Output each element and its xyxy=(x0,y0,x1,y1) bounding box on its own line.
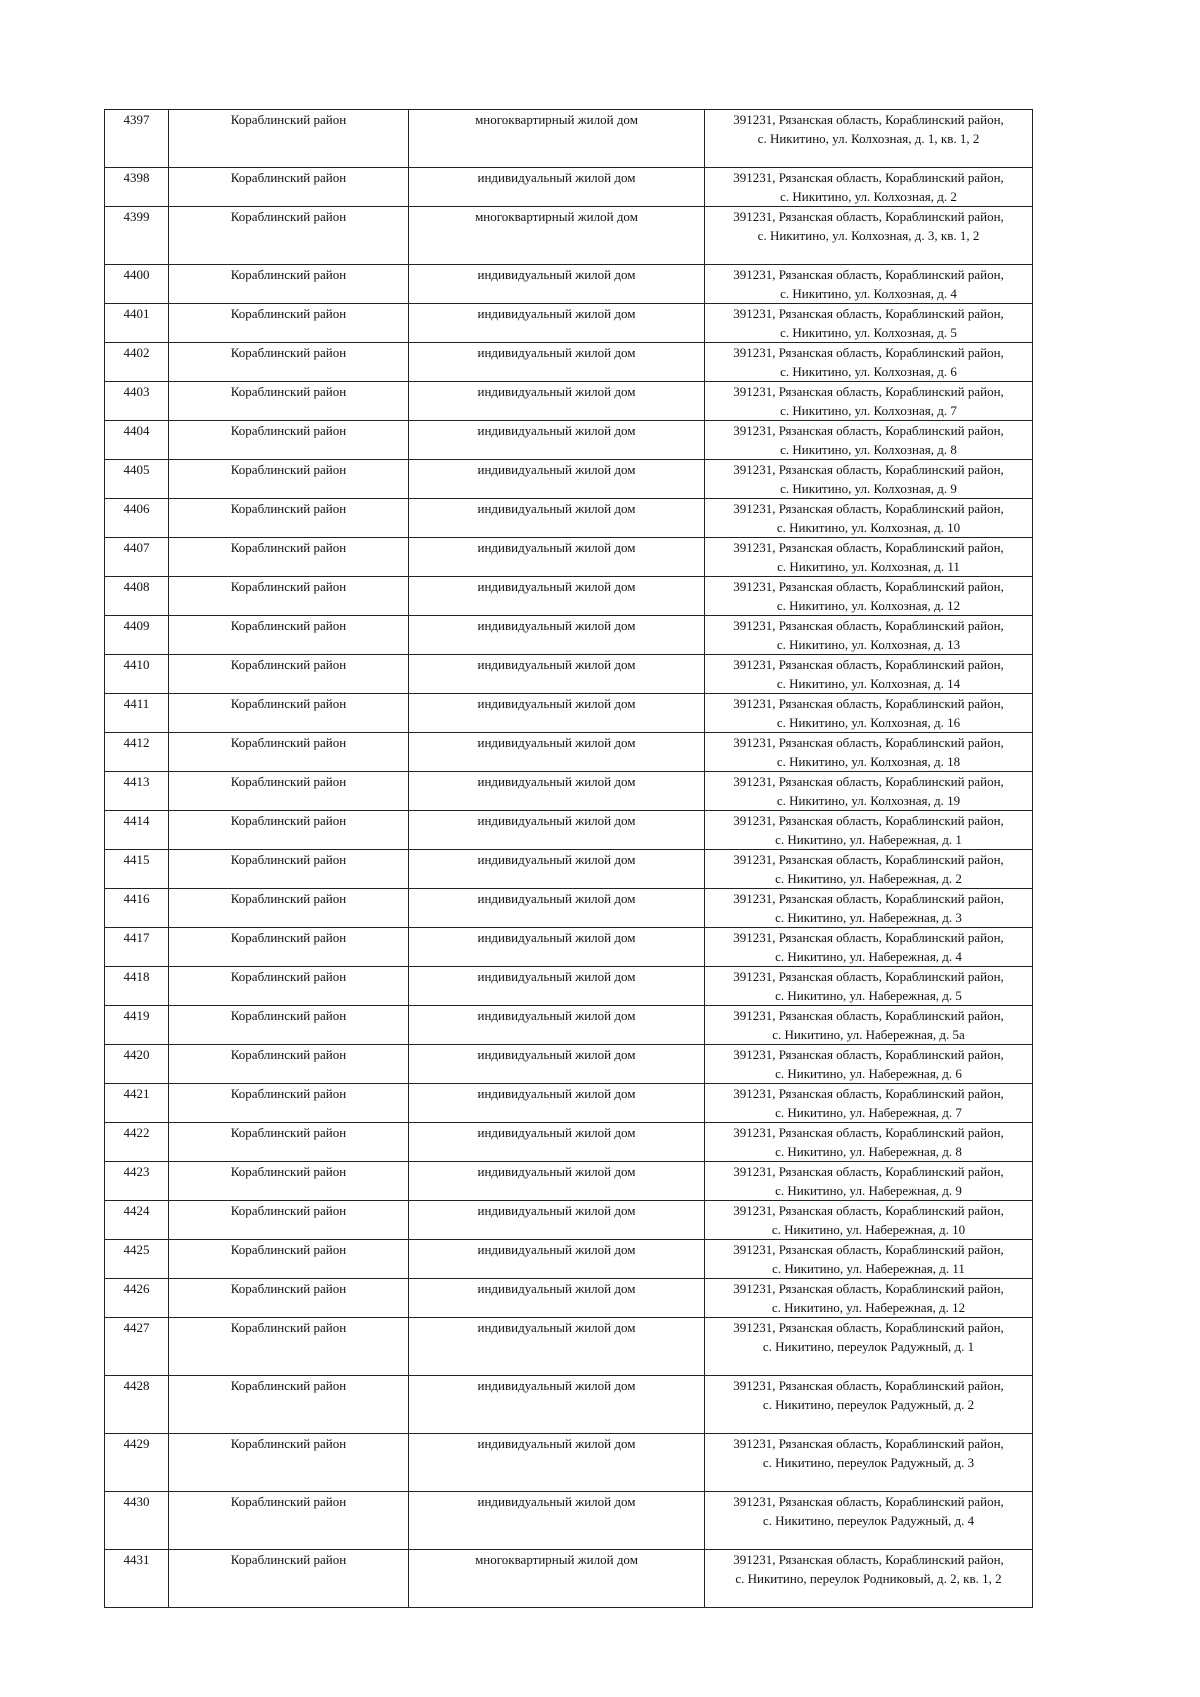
row-address-line: 391231, Рязанская область, Кораблинский район, xyxy=(733,1494,1004,1509)
row-region: Кораблинский район xyxy=(169,1123,409,1162)
row-number: 4426 xyxy=(105,1279,169,1318)
row-address-line: 391231, Рязанская область, Кораблинский район, xyxy=(733,1378,1004,1393)
row-building-type: индивидуальный жилой дом xyxy=(409,1045,705,1084)
row-address-line: 391231, Рязанская область, Кораблинский район, xyxy=(733,267,1004,282)
table-row xyxy=(105,499,1033,538)
row-address-line: 391231, Рязанская область, Кораблинский район, xyxy=(733,774,1004,789)
table-row xyxy=(105,168,1033,207)
row-building-type: индивидуальный жилой дом xyxy=(409,1084,705,1123)
row-building-type: многоквартирный жилой дом xyxy=(409,207,705,265)
row-number: 4401 xyxy=(105,304,169,343)
row-address xyxy=(705,265,1033,304)
row-building-type: индивидуальный жилой дом xyxy=(409,811,705,850)
row-address-line: 391231, Рязанская область, Кораблинский район, xyxy=(733,345,1004,360)
row-address xyxy=(705,850,1033,889)
row-address-line: 391231, Рязанская область, Кораблинский район, xyxy=(733,696,1004,711)
row-address xyxy=(705,1162,1033,1201)
row-address xyxy=(705,1318,1033,1376)
row-address-line: 391231, Рязанская область, Кораблинский район, xyxy=(733,1086,1004,1101)
table-row xyxy=(105,850,1033,889)
row-number: 4404 xyxy=(105,421,169,460)
row-building-type: индивидуальный жилой дом xyxy=(409,382,705,421)
row-building-type: индивидуальный жилой дом xyxy=(409,1492,705,1550)
row-address xyxy=(705,499,1033,538)
row-number: 4405 xyxy=(105,460,169,499)
row-address xyxy=(705,1550,1033,1608)
row-address xyxy=(705,460,1033,499)
row-number: 4421 xyxy=(105,1084,169,1123)
row-address xyxy=(705,382,1033,421)
row-region: Кораблинский район xyxy=(169,1550,409,1608)
table-row xyxy=(105,1376,1033,1434)
row-region: Кораблинский район xyxy=(169,304,409,343)
row-address-line: 391231, Рязанская область, Кораблинский район, xyxy=(733,891,1004,906)
row-building-type: индивидуальный жилой дом xyxy=(409,772,705,811)
row-address xyxy=(705,304,1033,343)
row-region: Кораблинский район xyxy=(169,577,409,616)
table-row xyxy=(105,538,1033,577)
row-number: 4407 xyxy=(105,538,169,577)
row-building-type: индивидуальный жилой дом xyxy=(409,343,705,382)
row-address xyxy=(705,207,1033,265)
row-region: Кораблинский район xyxy=(169,1434,409,1492)
row-address xyxy=(705,110,1033,168)
row-building-type: индивидуальный жилой дом xyxy=(409,655,705,694)
row-address-line: 391231, Рязанская область, Кораблинский район, xyxy=(733,1164,1004,1179)
row-region: Кораблинский район xyxy=(169,616,409,655)
row-building-type: индивидуальный жилой дом xyxy=(409,1123,705,1162)
row-number: 4410 xyxy=(105,655,169,694)
row-building-type: индивидуальный жилой дом xyxy=(409,460,705,499)
row-address xyxy=(705,1084,1033,1123)
table-row xyxy=(105,304,1033,343)
row-number: 4414 xyxy=(105,811,169,850)
table-row xyxy=(105,343,1033,382)
row-number: 4424 xyxy=(105,1201,169,1240)
row-address-line: 391231, Рязанская область, Кораблинский район, xyxy=(733,209,1004,224)
row-address xyxy=(705,772,1033,811)
row-address-line: 391231, Рязанская область, Кораблинский район, xyxy=(733,306,1004,321)
row-address xyxy=(705,577,1033,616)
row-address-line: 391231, Рязанская область, Кораблинский район, xyxy=(733,1047,1004,1062)
row-region: Кораблинский район xyxy=(169,1376,409,1434)
table-row xyxy=(105,694,1033,733)
row-address-line: с. Никитино, ул. Набережная, д. 5 xyxy=(775,988,962,1003)
row-address-line: 391231, Рязанская область, Кораблинский район, xyxy=(733,423,1004,438)
row-address-line: с. Никитино, ул. Колхозная, д. 5 xyxy=(780,325,957,340)
row-address-line: с. Никитино, ул. Набережная, д. 12 xyxy=(771,1300,966,1315)
table-row xyxy=(105,265,1033,304)
row-building-type: индивидуальный жилой дом xyxy=(409,616,705,655)
row-building-type: индивидуальный жилой дом xyxy=(409,168,705,207)
row-region: Кораблинский район xyxy=(169,460,409,499)
row-building-type: индивидуальный жилой дом xyxy=(409,1376,705,1434)
row-address xyxy=(705,1240,1033,1279)
row-region: Кораблинский район xyxy=(169,168,409,207)
row-address-line: 391231, Рязанская область, Кораблинский район, xyxy=(733,735,1004,750)
row-number: 4416 xyxy=(105,889,169,928)
table-row xyxy=(105,616,1033,655)
row-region: Кораблинский район xyxy=(169,1240,409,1279)
row-building-type: индивидуальный жилой дом xyxy=(409,694,705,733)
table-row xyxy=(105,967,1033,1006)
row-region: Кораблинский район xyxy=(169,1045,409,1084)
row-address-line: с. Никитино, переулок Радужный, д. 2 xyxy=(762,1397,975,1412)
row-building-type: индивидуальный жилой дом xyxy=(409,1434,705,1492)
row-number: 4408 xyxy=(105,577,169,616)
row-region: Кораблинский район xyxy=(169,1006,409,1045)
row-address xyxy=(705,1123,1033,1162)
row-building-type: индивидуальный жилой дом xyxy=(409,1162,705,1201)
row-address xyxy=(705,967,1033,1006)
row-address-line: 391231, Рязанская область, Кораблинский район, xyxy=(733,930,1004,945)
row-building-type: индивидуальный жилой дом xyxy=(409,733,705,772)
table-row xyxy=(105,1201,1033,1240)
row-address xyxy=(705,616,1033,655)
row-address-line: с. Никитино, ул. Колхозная, д. 11 xyxy=(777,559,960,574)
row-address xyxy=(705,1492,1033,1550)
row-building-type: индивидуальный жилой дом xyxy=(409,265,705,304)
row-building-type: индивидуальный жилой дом xyxy=(409,1201,705,1240)
row-address-line: с. Никитино, ул. Колхозная, д. 2 xyxy=(780,189,957,204)
row-address-line: с. Никитино, ул. Колхозная, д. 1, кв. 1, 2 xyxy=(757,131,980,146)
row-number: 4398 xyxy=(105,168,169,207)
row-address-line: с. Никитино, переулок Радужный, д. 4 xyxy=(762,1513,975,1528)
row-address xyxy=(705,343,1033,382)
row-address-line: с. Никитино, ул. Колхозная, д. 10 xyxy=(776,520,961,535)
row-building-type: индивидуальный жилой дом xyxy=(409,1006,705,1045)
row-address xyxy=(705,1279,1033,1318)
row-region: Кораблинский район xyxy=(169,772,409,811)
row-address-line: с. Никитино, ул. Колхозная, д. 6 xyxy=(780,364,957,379)
row-address xyxy=(705,1434,1033,1492)
row-number: 4417 xyxy=(105,928,169,967)
row-address-line: 391231, Рязанская область, Кораблинский район, xyxy=(733,170,1004,185)
row-region: Кораблинский район xyxy=(169,1318,409,1376)
row-region: Кораблинский район xyxy=(169,733,409,772)
row-region: Кораблинский район xyxy=(169,207,409,265)
table-row xyxy=(105,1550,1033,1608)
row-number: 4413 xyxy=(105,772,169,811)
row-building-type: индивидуальный жилой дом xyxy=(409,421,705,460)
row-address-line: 391231, Рязанская область, Кораблинский район, xyxy=(733,969,1004,984)
table-row xyxy=(105,382,1033,421)
row-building-type: индивидуальный жилой дом xyxy=(409,1318,705,1376)
row-region: Кораблинский район xyxy=(169,421,409,460)
table-row xyxy=(105,1240,1033,1279)
row-address-line: с. Никитино, ул. Набережная, д. 7 xyxy=(775,1105,962,1120)
table-row xyxy=(105,460,1033,499)
row-address-line: с. Никитино, ул. Набережная, д. 5а xyxy=(772,1027,965,1042)
row-address xyxy=(705,811,1033,850)
row-address-line: с. Никитино, ул. Набережная, д. 3 xyxy=(775,910,962,925)
row-address xyxy=(705,733,1033,772)
row-number: 4431 xyxy=(105,1550,169,1608)
row-address-line: с. Никитино, ул. Колхозная, д. 7 xyxy=(780,403,957,418)
row-address-line: 391231, Рязанская область, Кораблинский район, xyxy=(733,813,1004,828)
row-region: Кораблинский район xyxy=(169,538,409,577)
row-number: 4400 xyxy=(105,265,169,304)
row-address-line: с. Никитино, ул. Колхозная, д. 8 xyxy=(780,442,957,457)
table-row xyxy=(105,1434,1033,1492)
row-address-line: 391231, Рязанская область, Кораблинский район, xyxy=(733,1436,1004,1451)
row-region: Кораблинский район xyxy=(169,1162,409,1201)
row-address-line: 391231, Рязанская область, Кораблинский район, xyxy=(733,1242,1004,1257)
row-building-type: индивидуальный жилой дом xyxy=(409,850,705,889)
row-address-line: с. Никитино, ул. Набережная, д. 9 xyxy=(775,1183,962,1198)
row-address-line: с. Никитино, ул. Набережная, д. 6 xyxy=(775,1066,962,1081)
table-row xyxy=(105,577,1033,616)
row-number: 4403 xyxy=(105,382,169,421)
row-number: 4429 xyxy=(105,1434,169,1492)
row-address xyxy=(705,1045,1033,1084)
row-region: Кораблинский район xyxy=(169,850,409,889)
row-region: Кораблинский район xyxy=(169,1279,409,1318)
row-region: Кораблинский район xyxy=(169,343,409,382)
row-number: 4422 xyxy=(105,1123,169,1162)
table-row xyxy=(105,1492,1033,1550)
row-building-type: индивидуальный жилой дом xyxy=(409,304,705,343)
row-region: Кораблинский район xyxy=(169,382,409,421)
row-address-line: 391231, Рязанская область, Кораблинский район, xyxy=(733,1008,1004,1023)
records-table-body xyxy=(105,110,1033,1608)
table-row xyxy=(105,928,1033,967)
row-address-line: с. Никитино, ул. Набережная, д. 4 xyxy=(775,949,962,964)
row-address xyxy=(705,421,1033,460)
row-address-line: 391231, Рязанская область, Кораблинский район, xyxy=(733,540,1004,555)
table-row xyxy=(105,1279,1033,1318)
row-number: 4411 xyxy=(105,694,169,733)
row-building-type: индивидуальный жилой дом xyxy=(409,499,705,538)
row-building-type: индивидуальный жилой дом xyxy=(409,889,705,928)
table-row xyxy=(105,110,1033,168)
row-number: 4419 xyxy=(105,1006,169,1045)
row-number: 4399 xyxy=(105,207,169,265)
row-address-line: с. Никитино, ул. Колхозная, д. 4 xyxy=(780,286,957,301)
records-table xyxy=(104,109,1033,1608)
table-row xyxy=(105,655,1033,694)
row-address-line: с. Никитино, ул. Набережная, д. 10 xyxy=(771,1222,966,1237)
row-number: 4409 xyxy=(105,616,169,655)
table-row xyxy=(105,733,1033,772)
table-row xyxy=(105,421,1033,460)
row-number: 4397 xyxy=(105,110,169,168)
row-region: Кораблинский район xyxy=(169,1084,409,1123)
row-region: Кораблинский район xyxy=(169,694,409,733)
row-address-line: с. Никитино, переулок Радужный, д. 3 xyxy=(762,1455,975,1470)
row-address-line: 391231, Рязанская область, Кораблинский район, xyxy=(733,384,1004,399)
row-number: 4427 xyxy=(105,1318,169,1376)
row-building-type: индивидуальный жилой дом xyxy=(409,967,705,1006)
row-number: 4420 xyxy=(105,1045,169,1084)
row-number: 4402 xyxy=(105,343,169,382)
row-address-line: с. Никитино, ул. Колхозная, д. 9 xyxy=(780,481,957,496)
row-address-line: с. Никитино, ул. Набережная, д. 1 xyxy=(775,832,962,847)
table-row xyxy=(105,1006,1033,1045)
row-number: 4428 xyxy=(105,1376,169,1434)
table-row xyxy=(105,811,1033,850)
row-address-line: 391231, Рязанская область, Кораблинский район, xyxy=(733,112,1004,127)
row-region: Кораблинский район xyxy=(169,1201,409,1240)
row-address-line: 391231, Рязанская область, Кораблинский район, xyxy=(733,1281,1004,1296)
row-region: Кораблинский район xyxy=(169,889,409,928)
row-address xyxy=(705,1201,1033,1240)
row-address-line: с. Никитино, ул. Колхозная, д. 16 xyxy=(776,715,961,730)
table-row xyxy=(105,1045,1033,1084)
row-address-line: 391231, Рязанская область, Кораблинский район, xyxy=(733,852,1004,867)
row-building-type: индивидуальный жилой дом xyxy=(409,1240,705,1279)
row-number: 4415 xyxy=(105,850,169,889)
row-address xyxy=(705,694,1033,733)
row-number: 4406 xyxy=(105,499,169,538)
row-region: Кораблинский район xyxy=(169,110,409,168)
row-address-line: с. Никитино, переулок Радужный, д. 1 xyxy=(762,1339,975,1354)
row-address xyxy=(705,889,1033,928)
table-row xyxy=(105,1162,1033,1201)
row-region: Кораблинский район xyxy=(169,265,409,304)
row-number: 4423 xyxy=(105,1162,169,1201)
row-building-type: многоквартирный жилой дом xyxy=(409,1550,705,1608)
row-region: Кораблинский район xyxy=(169,928,409,967)
row-address-line: с. Никитино, ул. Набережная, д. 2 xyxy=(775,871,962,886)
row-region: Кораблинский район xyxy=(169,499,409,538)
row-address xyxy=(705,1006,1033,1045)
row-address xyxy=(705,1376,1033,1434)
row-address-line: 391231, Рязанская область, Кораблинский район, xyxy=(733,1320,1004,1335)
row-address-line: с. Никитино, ул. Колхозная, д. 18 xyxy=(776,754,961,769)
row-address-line: 391231, Рязанская область, Кораблинский район, xyxy=(733,462,1004,477)
row-number: 4412 xyxy=(105,733,169,772)
row-building-type: индивидуальный жилой дом xyxy=(409,928,705,967)
table-row xyxy=(105,1318,1033,1376)
row-address-line: 391231, Рязанская область, Кораблинский район, xyxy=(733,579,1004,594)
row-address-line: с. Никитино, переулок Родниковый, д. 2, кв. 1, 2 xyxy=(735,1571,1002,1586)
row-address xyxy=(705,168,1033,207)
row-address-line: с. Никитино, ул. Набережная, д. 8 xyxy=(775,1144,962,1159)
row-address xyxy=(705,655,1033,694)
row-address-line: 391231, Рязанская область, Кораблинский район, xyxy=(733,618,1004,633)
row-address-line: 391231, Рязанская область, Кораблинский район, xyxy=(733,1125,1004,1140)
row-address-line: с. Никитино, ул. Колхозная, д. 13 xyxy=(776,637,961,652)
row-region: Кораблинский район xyxy=(169,1492,409,1550)
row-address-line: 391231, Рязанская область, Кораблинский район, xyxy=(733,1552,1004,1567)
row-address xyxy=(705,538,1033,577)
row-address-line: 391231, Рязанская область, Кораблинский район, xyxy=(733,501,1004,516)
row-number: 4418 xyxy=(105,967,169,1006)
row-region: Кораблинский район xyxy=(169,967,409,1006)
row-region: Кораблинский район xyxy=(169,811,409,850)
row-region: Кораблинский район xyxy=(169,655,409,694)
row-address-line: 391231, Рязанская область, Кораблинский район, xyxy=(733,1203,1004,1218)
row-address xyxy=(705,928,1033,967)
table-row xyxy=(105,889,1033,928)
table-row xyxy=(105,1123,1033,1162)
table-row xyxy=(105,772,1033,811)
row-building-type: индивидуальный жилой дом xyxy=(409,1279,705,1318)
row-building-type: индивидуальный жилой дом xyxy=(409,538,705,577)
row-address-line: с. Никитино, ул. Колхозная, д. 12 xyxy=(776,598,961,613)
row-building-type: многоквартирный жилой дом xyxy=(409,110,705,168)
row-address-line: 391231, Рязанская область, Кораблинский район, xyxy=(733,657,1004,672)
table-row xyxy=(105,207,1033,265)
row-address-line: с. Никитино, ул. Колхозная, д. 14 xyxy=(776,676,961,691)
row-number: 4430 xyxy=(105,1492,169,1550)
row-number: 4425 xyxy=(105,1240,169,1279)
row-address-line: с. Никитино, ул. Набережная, д. 11 xyxy=(772,1261,965,1276)
row-building-type: индивидуальный жилой дом xyxy=(409,577,705,616)
row-address-line: с. Никитино, ул. Колхозная, д. 3, кв. 1, 2 xyxy=(757,228,980,243)
row-address-line: с. Никитино, ул. Колхозная, д. 19 xyxy=(776,793,961,808)
table-row xyxy=(105,1084,1033,1123)
